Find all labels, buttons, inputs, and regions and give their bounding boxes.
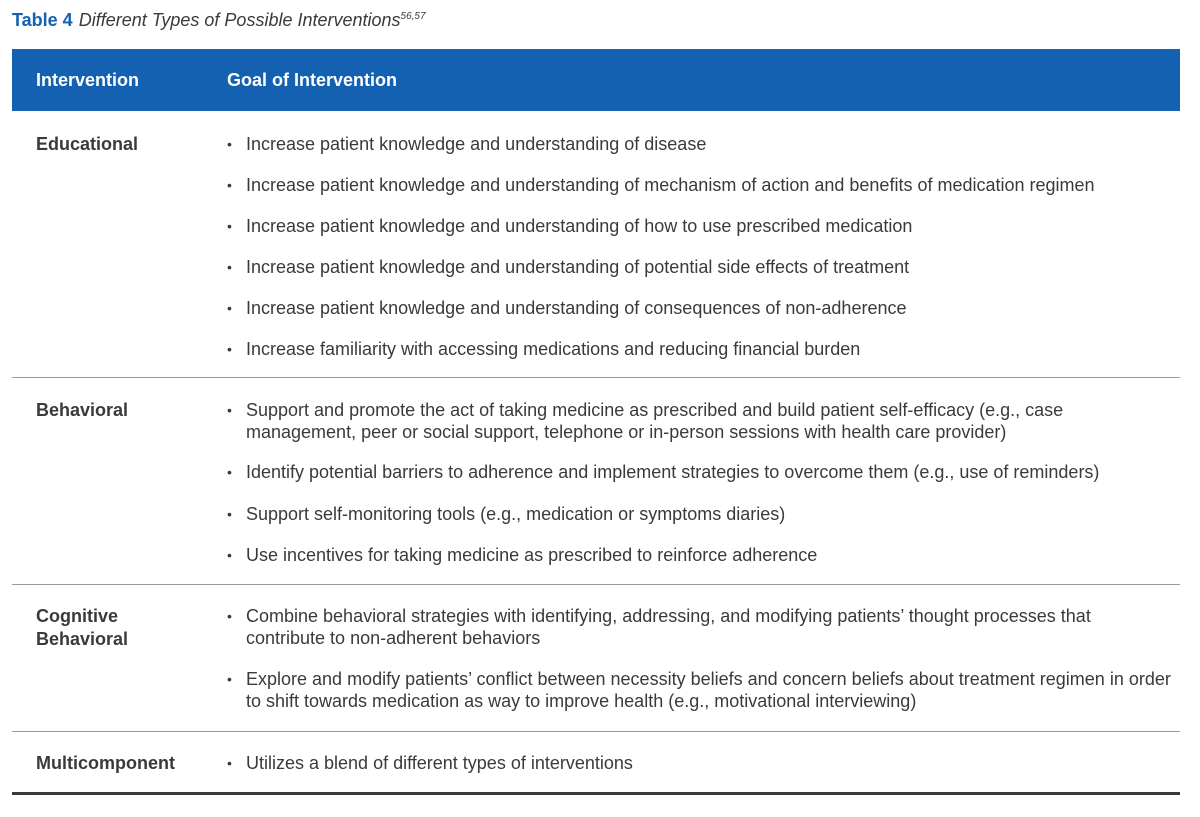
interventions-table — [12, 49, 1180, 795]
goal-item: • Increase patient knowledge and understanding of consequences of non-adherence — [227, 298, 907, 318]
bullet-icon: • — [227, 608, 232, 624]
bullet-icon: • — [227, 755, 232, 771]
goal-item: • Increase patient knowledge and understanding of mechanism of action and benefits of medication regimen — [227, 175, 1095, 195]
goal-item: • Identify potential barriers to adherence and implement strategies to overcome them (e.g., use of reminders) — [227, 462, 1100, 482]
goal-item: • Utilizes a blend of different types of interventions — [227, 753, 633, 773]
table-references: 56,57 — [400, 11, 426, 22]
goal-item: • Explore and modify patients’ conflict between necessity beliefs and concern beliefs about treatment regimen in order to shift towards medication as way to improve health (e.g., motivational interviewing) — [227, 669, 1171, 711]
goal-item: • Use incentives for taking medicine as prescribed to reinforce adherence — [227, 545, 818, 565]
bullet-icon: • — [227, 402, 232, 418]
bullet-icon: • — [227, 177, 232, 193]
goal-item: • Support and promote the act of taking medicine as prescribed and build patient self-efficacy (e.g., case management, peer or social support, telephone or in-person sessions with health care provider) — [227, 400, 1064, 442]
bullet-icon: • — [227, 218, 232, 234]
intervention-name: Cognitive Behavioral — [36, 606, 129, 649]
bullet-icon: • — [227, 341, 232, 357]
goal-item: • Increase familiarity with accessing medications and reducing financial burden — [227, 339, 861, 359]
table-row-behavioral — [12, 378, 1180, 585]
bullet-icon: • — [227, 259, 232, 275]
table-header — [12, 49, 1180, 111]
intervention-name: Multicomponent — [36, 753, 175, 773]
table-row-educational — [12, 111, 1180, 378]
bullet-icon: • — [227, 671, 232, 687]
bullet-icon: • — [227, 300, 232, 316]
intervention-name: Behavioral — [36, 400, 129, 420]
bullet-icon: • — [227, 136, 232, 152]
goal-item: • Increase patient knowledge and understanding of disease — [227, 134, 707, 154]
header-intervention: Intervention — [36, 70, 140, 90]
bullet-icon: • — [227, 547, 232, 563]
table-caption — [12, 6, 426, 34]
table-number: Table 4 — [12, 10, 73, 30]
goal-item: • Increase patient knowledge and understanding of how to use prescribed medication — [227, 216, 913, 236]
intervention-name: Educational — [36, 134, 139, 154]
goal-item: • Support self-monitoring tools (e.g., medication or symptoms diaries) — [227, 504, 786, 524]
bullet-icon: • — [227, 464, 232, 480]
bullet-icon: • — [227, 506, 232, 522]
header-goal: Goal of Intervention — [227, 70, 398, 90]
goal-item: • Increase patient knowledge and understanding of potential side effects of treatment — [227, 257, 910, 277]
table-title: Different Types of Possible Interventions — [78, 10, 401, 30]
table-row-cognitive-behavioral — [12, 585, 1180, 732]
table-row-multicomponent — [12, 732, 1180, 795]
goal-item: • Combine behavioral strategies with identifying, addressing, and modifying patients’ thought processes that contribute to non-adherent behaviors — [227, 606, 1091, 648]
